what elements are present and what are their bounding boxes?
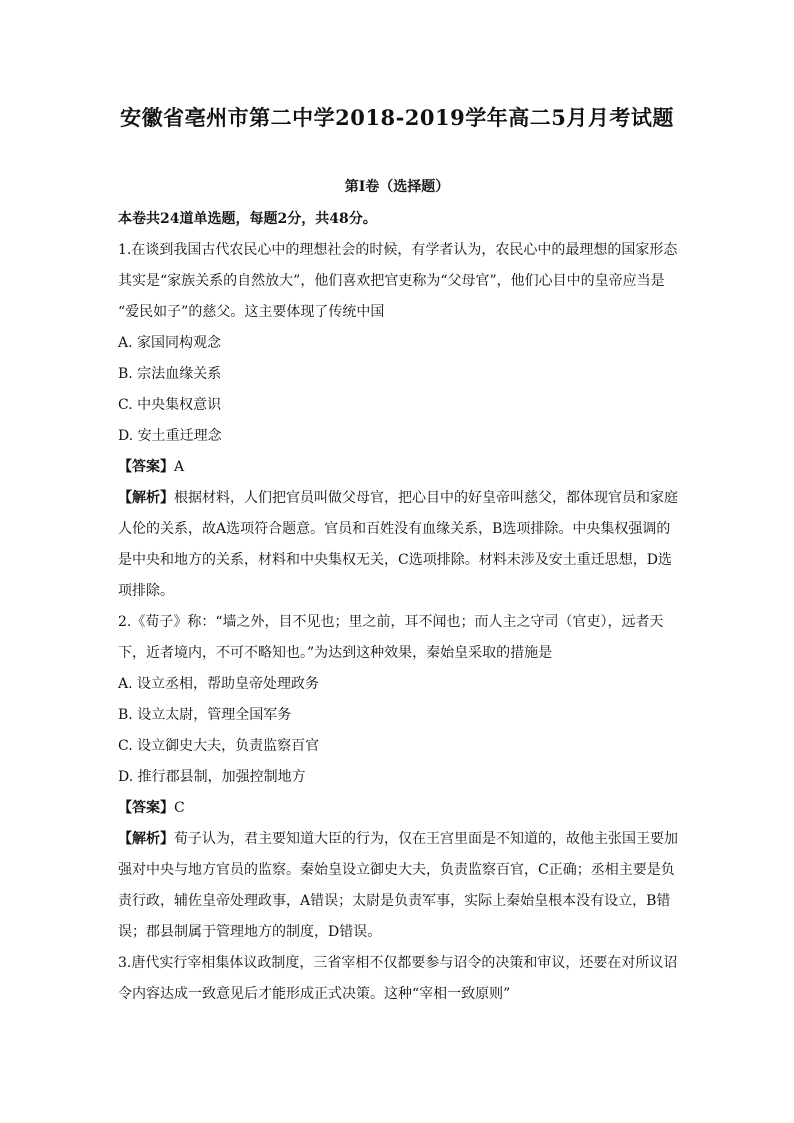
- analysis-line: [118, 483, 682, 514]
- option-a: A. 设立丞相，帮助皇帝处理政务: [118, 676, 320, 692]
- question-stem-line: 下，近者境内，不可不略知也。”为达到这种效果，秦始皇采取的措施是: [118, 645, 553, 661]
- option-b: B. 设立太尉，管理全国军务: [118, 707, 292, 723]
- analysis-line: 强对中央与地方官员的监察。秦始皇设立御史大夫，负责监察百官，C正确；丞相主要是负: [118, 862, 675, 878]
- analysis-text: 荀子认为，君主要知道大臣的行为，仅在王宫里面是不知道的，故他主张国王要加: [174, 831, 678, 847]
- instructions: 本卷共24道单选题，每题2分，共48分。: [118, 211, 377, 227]
- document-title: 安徽省亳州市第二中学2018-2019学年高二5月月考试题: [120, 105, 674, 130]
- option-d: D. 推行郡县制，加强控制地方: [118, 769, 306, 785]
- option-c: C. 中央集权意识: [118, 397, 222, 413]
- question-stem-line: 其实是“家族关系的自然放大”，他们喜欢把官吏称为“父母官”，他们心目中的皇帝应当是: [118, 273, 665, 289]
- analysis-line: 是中央和地方的关系，材料和中央集权无关，C选项排除。材料未涉及安土重迁思想，D选: [118, 552, 672, 568]
- analysis-line: 责行政，辅佐皇帝处理政事，A错误；太尉是负责军事，实际上秦始皇根本没有设立，B错: [118, 893, 671, 909]
- option-b: B. 宗法血缘关系: [118, 366, 222, 382]
- question-1: [118, 235, 682, 607]
- analysis-line: 误；郡县制属于管理地方的制度，D错误。: [118, 924, 382, 940]
- document-body: [118, 204, 682, 1010]
- question-stem-line: 令内容达成一致意见后才能形成正式决策。这种“宰相一致原则”: [118, 986, 511, 1002]
- question-3: [118, 948, 682, 1010]
- analysis-text: 根据材料，人们把官员叫做父母官，把心目中的好皇帝叫慈父，都体现官员和家庭: [174, 490, 678, 506]
- option-a: A. 家国同构观念: [118, 335, 222, 351]
- analysis-line: [118, 824, 682, 855]
- analysis-line: 人伦的关系，故A选项符合题意。官员和百姓没有血缘关系，B选项排除。中央集权强调的: [118, 521, 671, 537]
- answer-value: C: [174, 800, 185, 816]
- question-2: [118, 607, 682, 948]
- analysis-label: 【解析】: [118, 831, 174, 847]
- question-stem-line: 3.唐代实行宰相集体议政制度，三省宰相不仅都要参与诏令的决策和审议，还要在对所议诏: [118, 955, 678, 971]
- analysis-line: 项排除。: [118, 583, 174, 599]
- option-c: C. 设立御史大夫，负责监察百官: [118, 738, 320, 754]
- question-stem-line: 2.《荀子》称：“墙之外，目不见也；里之前，耳不闻也；而人主之守司（官吏），远者天: [118, 614, 664, 630]
- question-stem-line: 1.在谈到我国古代农民心中的理想社会的时候，有学者认为，农民心中的最理想的国家形态: [118, 242, 678, 258]
- option-d: D. 安土重迁理念: [118, 428, 222, 444]
- analysis-label: 【解析】: [118, 490, 174, 506]
- answer-label: 【答案】: [118, 800, 174, 816]
- section-title: 第I卷（选择题）: [344, 179, 450, 195]
- answer-value: A: [174, 459, 185, 475]
- answer: [118, 793, 682, 824]
- question-stem-line: “爱民如子”的慈父。这主要体现了传统中国: [118, 304, 385, 320]
- answer-label: 【答案】: [118, 459, 174, 475]
- answer: [118, 452, 682, 483]
